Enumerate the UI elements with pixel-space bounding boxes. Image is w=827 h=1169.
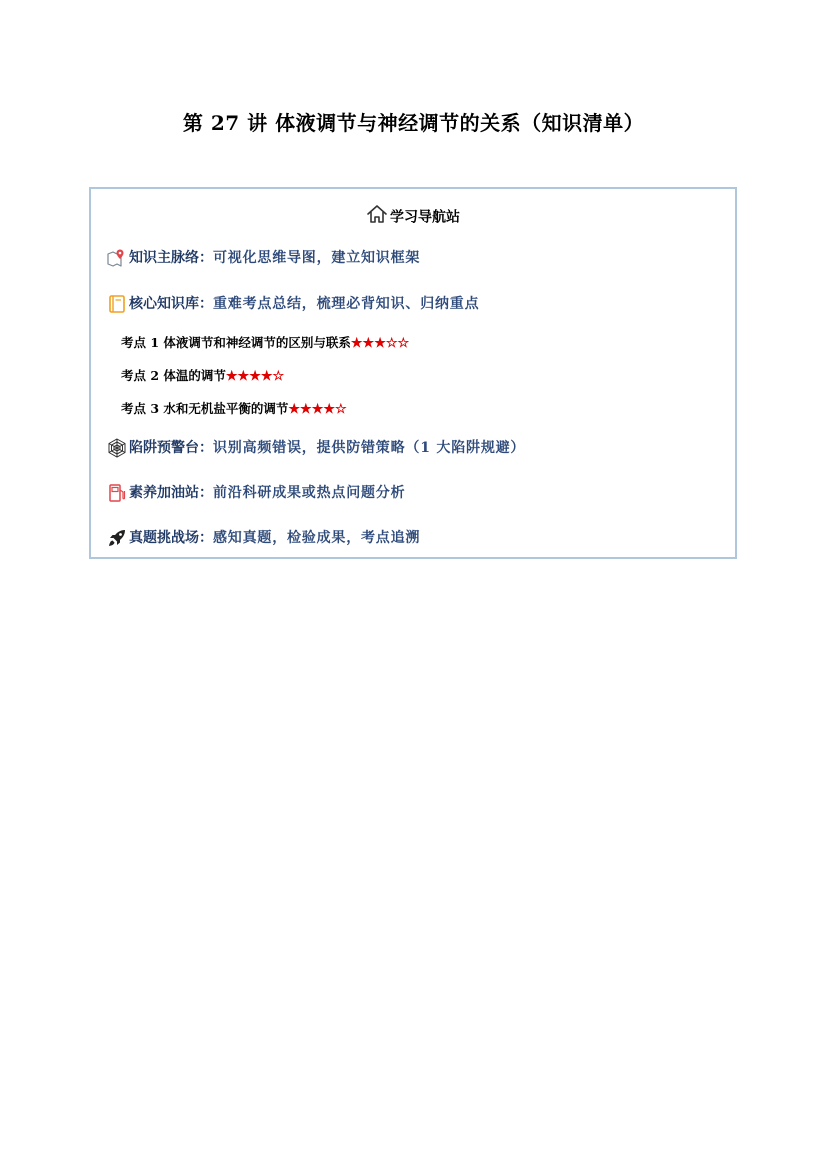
nav-row-literacy-station[interactable] [107, 482, 405, 504]
nav-row-exam-challenge[interactable] [107, 527, 420, 549]
nav-row-name: 知识主脉络 [129, 250, 199, 266]
star-rating: ★★★★☆ [288, 402, 347, 417]
nav-row-name: 核心知识库 [129, 296, 199, 312]
nav-row-name: 素养加油站 [129, 485, 199, 501]
star-rating: ★★★★☆ [225, 369, 285, 384]
nav-row-core-knowledge[interactable] [107, 293, 479, 315]
exam-point-text: 考点 2 体温的调节 [121, 368, 226, 383]
nav-row-name: 真题挑战场 [129, 530, 199, 546]
exam-point-3[interactable] [121, 399, 347, 419]
colon: ： [199, 440, 213, 456]
nav-row-desc: 前沿科研成果或热点问题分析 [213, 485, 406, 501]
exam-point-2[interactable] [121, 366, 284, 386]
exam-point-1[interactable] [121, 333, 409, 353]
nav-row-desc: 感知真题，检验成果，考点追溯 [213, 530, 421, 546]
colon: ： [199, 485, 213, 501]
nav-header-label: 学习导航站 [390, 209, 460, 226]
map-pin-icon [107, 248, 127, 268]
colon: ： [199, 530, 213, 546]
colon: ： [199, 296, 213, 312]
nav-row-desc: 识别高频错误，提供防错策略（1 大陷阱规避） [213, 440, 526, 456]
nav-row-trap-warning[interactable] [107, 437, 525, 459]
page-title: 第 27 讲 体液调节与神经调节的关系（知识清单） [182, 111, 645, 135]
star-rating: ★★★☆☆ [350, 336, 410, 351]
colon: ： [199, 250, 213, 266]
nav-row-knowledge-map[interactable] [107, 247, 420, 269]
home-icon [366, 203, 388, 232]
book-icon [107, 294, 127, 314]
exam-point-text: 考点 1 体液调节和神经调节的区别与联系 [121, 335, 351, 350]
nav-row-desc: 重难考点总结，梳理必背知识、归纳重点 [213, 296, 480, 312]
nav-row-name: 陷阱预警台 [129, 440, 199, 456]
learning-navigation-box [89, 187, 737, 559]
web-trap-icon [107, 438, 127, 458]
exam-point-text: 考点 3 水和无机盐平衡的调节 [121, 401, 289, 416]
rocket-icon [107, 528, 127, 548]
nav-row-desc: 可视化思维导图，建立知识框架 [213, 250, 421, 266]
nav-header [91, 203, 735, 225]
fuel-pump-icon [107, 483, 127, 503]
